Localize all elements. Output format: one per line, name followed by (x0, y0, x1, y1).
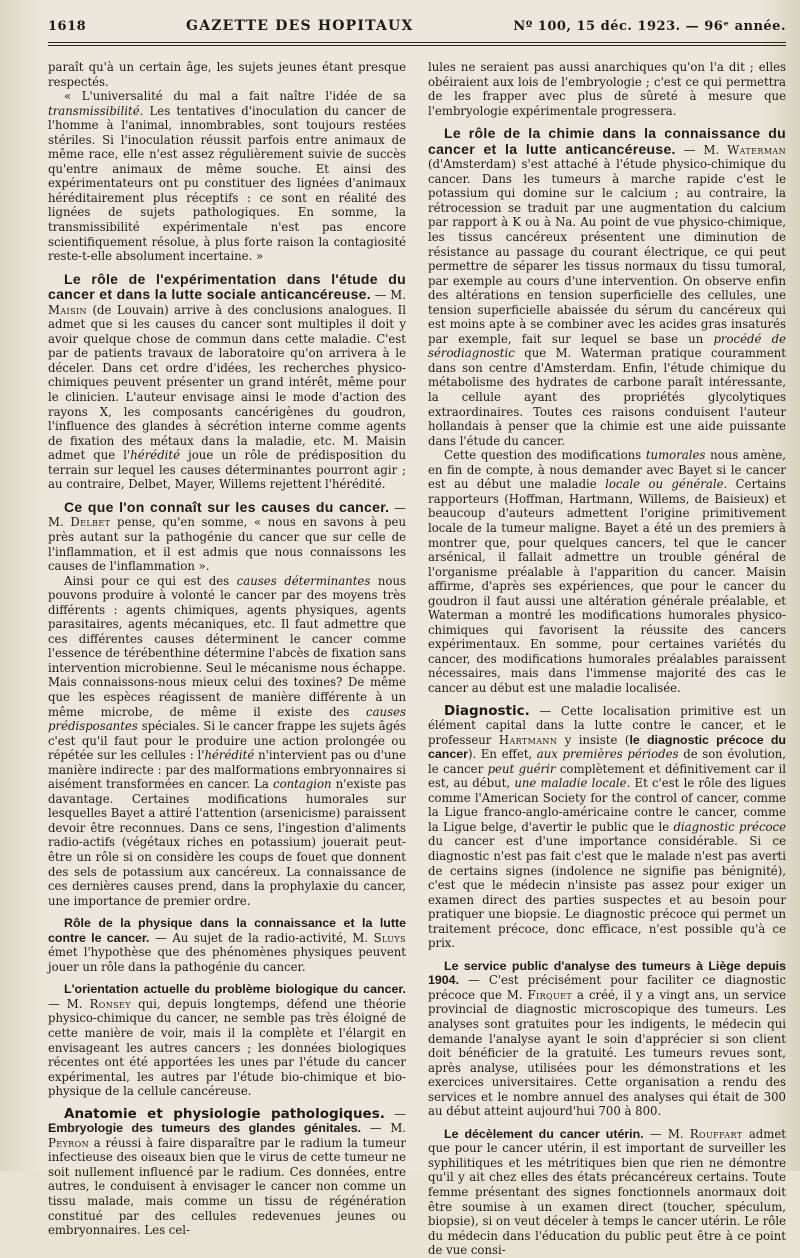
author-name: Delbet (70, 515, 111, 530)
section-waterman: Le rôle de la chimie dans la connaissance du cancer et la lutte anticancéreuse. — M. Waterman (d'Amsterdam) s'est attaché à l'étude physico-chimique du cancer. Dans les tumeurs à marche rapide c'est le potassium qui domine sur le calcium ; au contraire, la rétrocession se traduit par une augmentation du calcium par rapport à K ou à Na. Au point de vue physico-chimique, les tissus cancéreux présentent une diminution de résistance au passage du courant électrique, ce qui peut permettre de séparer les tissus normaux du tissu tumoral, par exemple au cours d'une intervention. On observe enfin des altérations en tension superficielle des cellules, une tension superficielle abaissée du sérum du cancéreux qui est moins apte à se combiner avec les acides gras insaturés par exemple, fait sur lequel se base un procédé de sérodiagnostic que M. Waterman pratique couramment dans son centre d'Amsterdam. Enfin, l'étude chimique du métabolisme des hydrates de carbone paraît intéressante, la cellule ayant des propriétés glycolytiques extraordinaires. Toutes ces raisons conduisent l'auteur hollandais à penser que la chimie est une aide puissante dans l'étude du cancer. (428, 125, 786, 448)
header-rule-top (48, 42, 786, 43)
author-name: Hartmann (498, 732, 558, 747)
running-head (48, 18, 786, 42)
author-name: Sluys (373, 930, 406, 945)
author-name: Rouffart (689, 1126, 743, 1141)
author-name: Maisin (48, 302, 87, 317)
section-maisin: Le rôle de l'expérimentation dans l'étude du cancer et dans la lutte sociale anticancéreuse. — M. Maisin (de Louvain) arrive à des conclusions analogues. Il admet que si les causes du cancer sont multiples il doit y avoir quelque chose de commun dans cette maladie. C'est par de patients travaux de laboratoire qu'on arrivera à le déceler. Dans cet ordre d'idées, les recherches physico-chimiques peuvent présenter un grand intérêt, même pour le clinicien. L'auteur envisage ainsi le mode d'action des rayons X, les composants cancérigènes du goudron, l'influence des glandes à sécrétion interne comme agents de fixation des métaux dans la maladie, etc. M. Maisin admet que l'hérédité joue un rôle de prédisposition du terrain sur lequel les causes déterminantes pourront agir ; au contraire, Delbet, Mayer, Willems rejettent l'hérédité. (48, 270, 406, 492)
paragraph: paraît qu'à un certain âge, les sujets jeunes étant presque respectés. (48, 60, 406, 89)
section-diagnostic: Diagnostic. — Cette localisation primitive est un élément capital dans la lutte contre le cancer, et le professeur Hartmann y insiste (le diagnostic précoce du cancer). En effet, aux premières périodes de son évolution, le cancer peut guérir complètement et définitivement car il est, au début, une maladie locale. Et c'est le rôle des ligues comme l'American Society for the control of cancer, comme la Ligue franco-anglo-américaine contre le cancer, comme la Ligue belge, d'avertir le public que le diagnostic précoce du cancer est d'une importance considérable. Si ce diagnostic n'est pas fait c'est que le malade n'est pas averti de certains signes (indolence ne signifie pas bénignité), c'est que le médecin n'insiste pas assez pour exiger un examen direct des parties suspectes et au besoin pour pratiquer une biopsie. Le diagnostic précoce qui permet un traitement précoce, donc efficace, n'est possible qu'à ce prix. (428, 702, 787, 951)
section-heading: Rôle de la physique dans la connaissance et la lutte contre le cancer. (48, 916, 406, 945)
issue-info: Nº 100, 15 déc. 1923. — 96ᵉ année. (513, 19, 786, 34)
journal-title: GAZETTE DES HOPITAUX (186, 18, 414, 34)
bold-phrase: le diagnostic précoce du cancer (428, 732, 787, 762)
section-heading: L'orientation actuelle du problème biologique du cancer. (64, 982, 406, 997)
article-columns (48, 60, 786, 1258)
author-name: Firquet (527, 987, 573, 1002)
author-name: Waterman (727, 142, 786, 157)
paragraph: Ainsi pour ce qui est des causes déterminantes nous pouvons produire à volonté le cancer par des moyens très différents : agents chimiques, agents physiques, agents parasitaires, agents mécaniques, etc. Il faut admettre que ces différentes causes déterminent le cancer comme l'essence de térébenthine détermine l'abcès de fixation sans intervention microbienne. Seul le mécanisme nous échappe. Mais connaissons-nous mieux celui des toxines? De même que les espèces réagissent de manière différente à un même microbe, de même il existe des causes prédisposantes spéciales. Si le cancer frappe les sujets âgés c'est qu'il faut pour le produire une action prolongée ou répétée sur les cellules : l'hérédité n'intervient pas ou d'une manière indirecte : par des malformations embryonnaires si aisément transformées en cancer. La contagion n'existe pas davantage. Certaines modifications humorales sur lesquelles Bayet a attiré l'attention (arsenicisme) paraissent devoir être reconnues. Dans ce sens, l'ingestion d'aliments radio-actifs (végétaux riches en potassium) jouerait peut-être un rôle si on considère les coups de fouet que donnent des sels de potassium aux cancéreux. La connaissance de ces dernières causes prend, dans la prophylaxie du cancer, une importance de premier ordre. (48, 573, 406, 908)
paragraph: Cette question des modifications tumorales nous amène, en fin de compte, à nous demander avec Bayet si le cancer est au début une maladie locale ou générale. Certains rapporteurs (Hoffman, Hartmann, Willems, de Baisieux) et beaucoup d'auteurs admettent l'origine primitivement locale de la tumeur maligne. Bayet a été un des premiers à montrer que, pour quelques cancers, tel que le cancer arsénical, il fallait admettre un trouble général de l'organisme préalable à l'apparition du cancer. Maisin affirme, d'après ses expériences, que pour le cancer du goudron il faut aussi une altération générale préalable, et Waterman a montré les modifications humorales physico-chimiques qui favorisent la réussite des cancers expérimentaux. En somme, pour certaines variétés du cancer, des modifications humorales préalables paraissent nécessaires, mais dans l'immense majorité des cas le cancer au début est une maladie localisée. (428, 448, 786, 695)
section-heading: Le service public d'analyse des tumeurs à Liège depuis 1904. (428, 958, 786, 988)
right-column (428, 60, 786, 1258)
paragraph: lules ne seraient pas aussi anarchiques qu'on l'a dit ; elles obéiraient aux lois de l'embryologie ; c'est ce qui permettra de les frapper avec plus de sûreté à mesure que l'embryologie expérimentale progressera. (428, 60, 786, 118)
author-name: Ronsey (89, 996, 131, 1011)
section-uterine-cancer: Le décèlement du cancer utérin. — M. Rouffart admet que pour le cancer utérin, il est important de surveiller les syphilitiques et les métritiques bien que rien ne démontre qu'il y ait chez elles des états précancéreux certains. Toute femme présentant des signes fonctionnels anormaux doit être soumise à un examen direct (toucher, spéculum, biopsie), si on veut déceler à temps le cancer utérin. Le rôle du médecin dans l'éducation du public peut être à ce point de vue consi- (428, 1126, 786, 1258)
section-peyron: Anatomie et physiologie pathologiques. — Embryologie des tumeurs des glandes génitales. — M. Peyron a réussi à faire disparaître par le radium la tumeur infectieuse des oiseaux bien que le virus de cette tumeur ne soit nullement influencé par le radium. Ces données, entre autres, le conduisent à envisager le cancer non comme un tissu malade, mais comme un tissu de régénération constitué par des cellules redevenues jeunes ou embryonnaires. Les cel- (48, 1105, 406, 1238)
author-name: Peyron (48, 1135, 89, 1150)
section-heading: Le rôle de l'expérimentation dans l'étude du cancer et dans la lutte sociale anticancéreuse. (48, 270, 406, 303)
left-column (48, 60, 406, 1258)
section-heading: Diagnostic. (444, 702, 530, 719)
section-ronsey: L'orientation actuelle du problème biologique du cancer. — M. Ronsey qui, depuis longtemps, défend une théorie physico-chimique du cancer, ne semble pas très éloigné de cette manière de voir, mais il la complète et l'élargit en envisageant les autres cancers ; les données biologiques récentes ont été apportées les unes par l'étude du cancer expérimental, les autres par l'étude bio-chimique et bio-physique de la cellule cancéreuse. (48, 982, 406, 1099)
section-sluys: Rôle de la physique dans la connaissance et la lutte contre le cancer. — Au sujet de la radio-activité, M. Sluys émet l'hypothèse que des phénomènes physiques peuvent jouer un rôle dans la pathogénie du cancer. (48, 916, 406, 974)
section-liege-service: Le service public d'analyse des tumeurs à Liège depuis 1904. — C'est précisément pour faciliter ce diagnostic précoce que M. Firquet a créé, il y a vingt ans, un service provincial de diagnostic microscopique des tumeurs. Les analyses sont gratuites pour les indigents, le médecin qui demande l'analyse ayant le soin d'apprécier si son client doit bénéficier de la gratuité. Les tumeurs revues sont, après analyse, utilisées pour les démonstrations et les exercices universitaires. Cette organisation a rendu des services et le nombre annuel des analyses qui était de 300 au début atteint aujourd'hui 700 à 800. (428, 958, 786, 1119)
paragraph: « L'universalité du mal a fait naître l'idée de sa transmissibilité. Les tentatives d'inoculation du cancer de l'homme à l'animal, innombrables, sont toujours restées stériles. Si l'inoculation réussit parfois entre animaux de même race, elle n'est assez régulièrement suivie de succès qu'entre animaux de même souche. Et ainsi des expérimentateurs ont pu constituer des lignées d'animaux héréditairement plus réceptifs : ce sont en réalité des lignées de sujets pathologiques. En somme, la transmissibilité expérimentale n'est pas encore scientifiquement résolue, à plus forte raison la contagiosité reste-t-elle absolument incertaine. » (48, 89, 406, 264)
page-number: 1618 (48, 19, 87, 34)
section-heading: Ce que l'on connaît sur les causes du cancer. (64, 498, 390, 515)
header-rule-bottom (48, 45, 786, 46)
subsection-heading: Embryologie des tumeurs des glandes génitales. (48, 1121, 362, 1136)
section-delbet: Ce que l'on connaît sur les causes du cancer. — M. Delbet pense, qu'en somme, « nous en savons à peu près autant sur la pathogénie du cancer que sur celle de l'inflammation, et il est admis que nous connaissons les causes de l'inflammation ». (48, 498, 406, 574)
section-heading: Le rôle de la chimie dans la connaissance du cancer et la lutte anticancéreuse. (428, 125, 786, 157)
section-heading: Le décèlement du cancer utérin. (444, 1126, 644, 1141)
section-heading: Anatomie et physiologie pathologiques. (64, 1105, 385, 1122)
